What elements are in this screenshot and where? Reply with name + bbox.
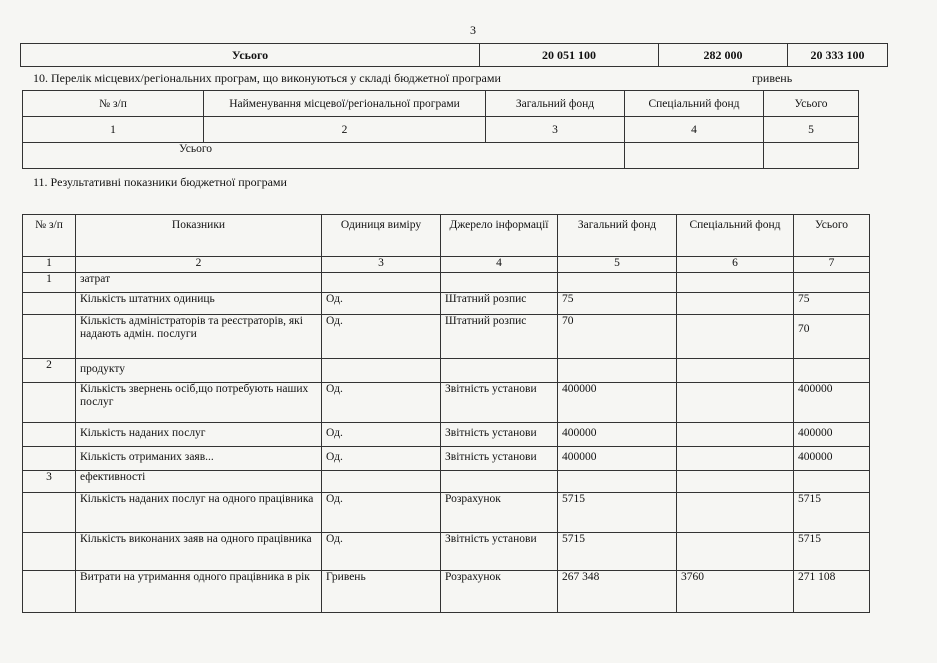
indicator-unit: Од. bbox=[322, 447, 441, 471]
indicator-total: 70 bbox=[794, 315, 870, 359]
top-total-label: Усього bbox=[21, 44, 480, 67]
indicators-number: 4 bbox=[441, 257, 558, 273]
programs-table bbox=[22, 90, 859, 169]
indicators-number: 6 bbox=[677, 257, 794, 273]
group-name: ефективності bbox=[76, 471, 322, 493]
programs-number: 4 bbox=[625, 117, 764, 143]
indicator-unit: Од. bbox=[322, 493, 441, 533]
group-number: 3 bbox=[23, 471, 76, 493]
section10-title: 10. Перелік місцевих/регіональних програм, що виконуються у складі бюджетної програми bbox=[33, 71, 501, 85]
indicator-unit: Од. bbox=[322, 423, 441, 447]
indicator-unit: Од. bbox=[322, 383, 441, 423]
indicator-total: 75 bbox=[794, 293, 870, 315]
indicator-source: Розрахунок bbox=[441, 571, 558, 613]
indicator-source: Штатний розпис bbox=[441, 293, 558, 315]
indicator-total: 400000 bbox=[794, 383, 870, 423]
page-number: 3 bbox=[470, 23, 476, 37]
indicators-header: Показники bbox=[76, 215, 322, 257]
indicator-total: 5715 bbox=[794, 493, 870, 533]
programs-header: Загальний фонд bbox=[486, 91, 625, 117]
programs-header: № з/п bbox=[23, 91, 204, 117]
indicator-special bbox=[677, 383, 794, 423]
programs-header: Найменування місцевої/регіональної програми bbox=[204, 91, 486, 117]
indicator-source: Звітність установи bbox=[441, 423, 558, 447]
group-name: затрат bbox=[76, 273, 322, 293]
indicator-name: Кількість виконаних заяв на одного працівника bbox=[76, 533, 322, 571]
programs-number: 5 bbox=[764, 117, 859, 143]
indicator-name: Кількість штатних одиниць bbox=[76, 293, 322, 315]
indicators-number: 1 bbox=[23, 257, 76, 273]
programs-number: 2 bbox=[204, 117, 486, 143]
indicators-number: 3 bbox=[322, 257, 441, 273]
indicator-special bbox=[677, 293, 794, 315]
indicator-name: Кількість наданих послуг на одного працівника bbox=[76, 493, 322, 533]
indicators-number: 7 bbox=[794, 257, 870, 273]
indicator-general: 75 bbox=[558, 293, 677, 315]
top-total-sum: 20 333 100 bbox=[788, 44, 888, 67]
indicator-general: 400000 bbox=[558, 447, 677, 471]
indicator-name: Кількість адміністраторів та реєстраторів, які надають адмін. послуги bbox=[76, 315, 322, 359]
programs-total-label: Усього bbox=[23, 143, 625, 169]
indicator-general: 267 348 bbox=[558, 571, 677, 613]
indicator-total: 400000 bbox=[794, 447, 870, 471]
indicator-unit: Од. bbox=[322, 315, 441, 359]
programs-header: Усього bbox=[764, 91, 859, 117]
indicator-general: 5715 bbox=[558, 493, 677, 533]
programs-header: Спеціальний фонд bbox=[625, 91, 764, 117]
indicators-header: Одиниця виміру bbox=[322, 215, 441, 257]
top-total-table bbox=[20, 43, 888, 67]
indicator-special bbox=[677, 493, 794, 533]
indicator-total: 400000 bbox=[794, 423, 870, 447]
indicator-source: Розрахунок bbox=[441, 493, 558, 533]
indicator-total: 5715 bbox=[794, 533, 870, 571]
indicators-header: Джерело інформації bbox=[441, 215, 558, 257]
indicator-unit: Од. bbox=[322, 533, 441, 571]
top-total-general: 20 051 100 bbox=[480, 44, 659, 67]
programs-total-special bbox=[625, 143, 764, 169]
section10-unit: гривень bbox=[752, 71, 793, 85]
indicator-special bbox=[677, 447, 794, 471]
programs-number: 3 bbox=[486, 117, 625, 143]
indicator-name: Кількість звернень осіб,що потребують наших послуг bbox=[76, 383, 322, 423]
indicators-header: Усього bbox=[794, 215, 870, 257]
indicators-header: Загальний фонд bbox=[558, 215, 677, 257]
group-number: 2 bbox=[23, 359, 76, 383]
indicator-unit: Од. bbox=[322, 293, 441, 315]
indicator-general: 70 bbox=[558, 315, 677, 359]
indicator-general: 5715 bbox=[558, 533, 677, 571]
indicator-name: Витрати на утримання одного працівника в рік bbox=[76, 571, 322, 613]
indicator-unit: Гривень bbox=[322, 571, 441, 613]
indicator-special bbox=[677, 315, 794, 359]
indicator-name: Кількість отриманих заяв... bbox=[76, 447, 322, 471]
indicators-header: № з/п bbox=[23, 215, 76, 257]
top-total-special: 282 000 bbox=[659, 44, 788, 67]
indicator-source: Штатний розпис bbox=[441, 315, 558, 359]
indicators-header: Спеціальний фонд bbox=[677, 215, 794, 257]
group-name: продукту bbox=[76, 359, 322, 383]
indicator-special: 3760 bbox=[677, 571, 794, 613]
programs-total-sum bbox=[764, 143, 859, 169]
indicator-general: 400000 bbox=[558, 423, 677, 447]
indicators-number: 5 bbox=[558, 257, 677, 273]
indicator-name: Кількість наданих послуг bbox=[76, 423, 322, 447]
indicator-special bbox=[677, 423, 794, 447]
indicator-source: Звітність установи bbox=[441, 447, 558, 471]
indicators-number: 2 bbox=[76, 257, 322, 273]
indicator-general: 400000 bbox=[558, 383, 677, 423]
programs-number: 1 bbox=[23, 117, 204, 143]
indicator-source: Звітність установи bbox=[441, 533, 558, 571]
indicator-total: 271 108 bbox=[794, 571, 870, 613]
indicators-table bbox=[22, 214, 870, 613]
indicator-source: Звітність установи bbox=[441, 383, 558, 423]
indicator-special bbox=[677, 533, 794, 571]
section11-title: 11. Результативні показники бюджетної програми bbox=[33, 175, 287, 189]
group-number: 1 bbox=[23, 273, 76, 293]
